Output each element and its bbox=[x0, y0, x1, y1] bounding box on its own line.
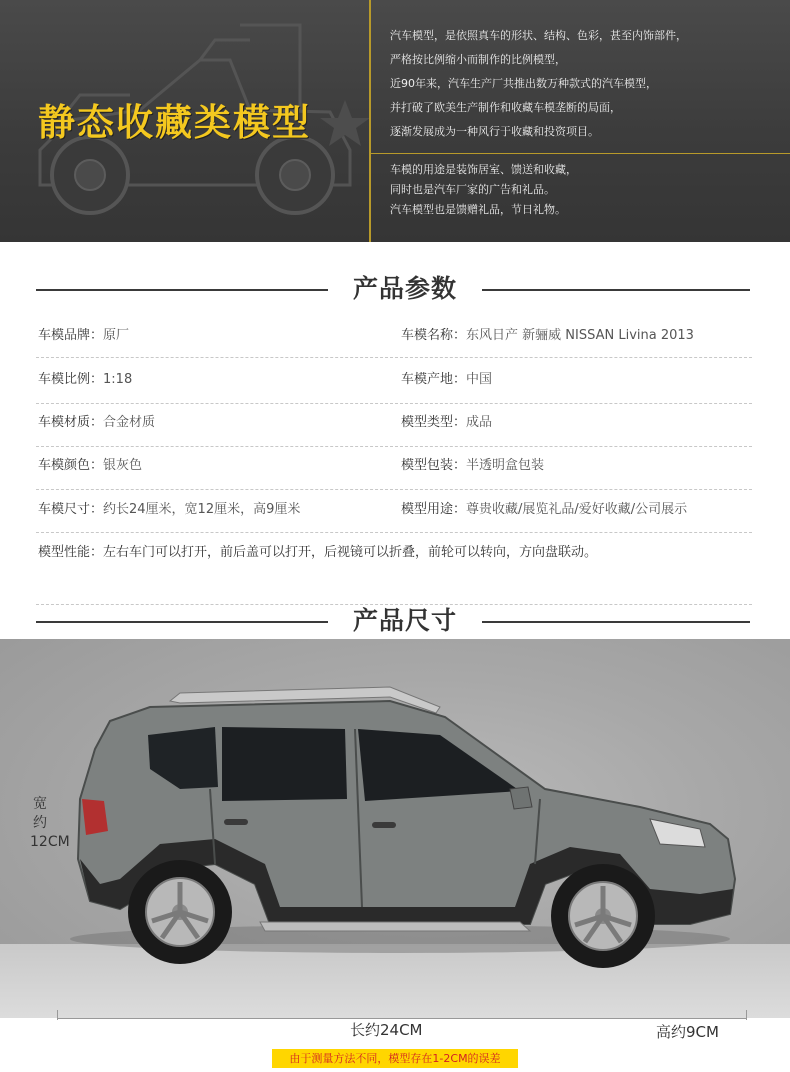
divider-horizontal bbox=[369, 153, 790, 154]
divider-vertical bbox=[369, 0, 371, 242]
param-key: 车模颜色： bbox=[38, 458, 104, 473]
param-value: 中国 bbox=[466, 372, 493, 387]
param-key: 模型用途： bbox=[401, 502, 467, 517]
product-photo bbox=[0, 639, 790, 1018]
param-key: 模型类型： bbox=[401, 415, 467, 430]
door-handle bbox=[224, 819, 248, 825]
intro-line: 近90年来，汽车生产厂共推出数万种款式的汽车模型， bbox=[390, 77, 657, 90]
size-section-title: 产品尺寸 bbox=[352, 606, 457, 635]
param-name bbox=[401, 324, 694, 343]
front-wheel bbox=[551, 864, 655, 968]
param-size bbox=[38, 498, 300, 517]
intro-paragraph bbox=[390, 24, 782, 144]
intro-line: 逐渐发展成为一种风行于收藏和投资项目。 bbox=[390, 125, 599, 138]
param-value: 左右车门可以打开，前后盖可以打开，后视镜可以折叠，前轮可以转向，方向盘联动。 bbox=[103, 545, 598, 560]
usage-paragraph bbox=[390, 160, 782, 220]
measure-tick bbox=[746, 1010, 747, 1020]
row-divider bbox=[36, 489, 752, 490]
rear-door-window bbox=[222, 727, 347, 801]
usage-line: 同时也是汽车厂家的广告和礼品。 bbox=[390, 183, 555, 196]
param-type bbox=[401, 411, 492, 430]
door-handle bbox=[372, 822, 396, 828]
param-key: 车模尺寸： bbox=[38, 502, 104, 517]
tail-light bbox=[82, 799, 108, 835]
side-mirror bbox=[510, 787, 532, 809]
side-step bbox=[260, 922, 530, 931]
intro-line: 并打破了欧美生产制作和收藏车模垄断的局面， bbox=[390, 101, 621, 114]
measurement-note: 由于测量方法不同，模型存在1-2CM的误差 bbox=[272, 1049, 518, 1068]
header-rule-right bbox=[482, 289, 750, 291]
row-divider bbox=[36, 446, 752, 447]
param-value: 合金材质 bbox=[103, 415, 156, 430]
param-material bbox=[38, 411, 155, 430]
param-performance bbox=[38, 541, 597, 560]
params-section-title: 产品参数 bbox=[352, 274, 457, 303]
param-key: 车模材质： bbox=[38, 415, 104, 430]
header-rule-left bbox=[36, 621, 328, 623]
param-key: 车模比例： bbox=[38, 372, 104, 387]
intro-line: 严格按比例缩小而制作的比例模型， bbox=[390, 53, 566, 66]
param-key: 模型性能： bbox=[38, 545, 104, 560]
width-dimension-label: 宽约12CM bbox=[30, 796, 70, 850]
param-value: 原厂 bbox=[103, 328, 130, 343]
height-dimension-label: 高约9CM bbox=[656, 1023, 719, 1041]
param-value: 尊贵收藏/展览礼品/爱好收藏/公司展示 bbox=[466, 502, 688, 517]
param-brand bbox=[38, 324, 129, 343]
row-divider bbox=[36, 403, 752, 404]
param-origin bbox=[401, 368, 492, 387]
param-value: 成品 bbox=[466, 415, 493, 430]
param-value: 约长24厘米，宽12厘米，高9厘米 bbox=[103, 502, 301, 517]
param-value: 银灰色 bbox=[103, 458, 143, 473]
param-scale bbox=[38, 368, 132, 387]
car-model-illustration bbox=[0, 639, 790, 1018]
param-key: 车模产地： bbox=[401, 372, 467, 387]
row-divider bbox=[36, 357, 752, 358]
params-section-header bbox=[36, 269, 750, 309]
row-divider bbox=[36, 532, 752, 533]
param-value: 半透明盒包装 bbox=[466, 458, 545, 473]
header-rule-right bbox=[482, 621, 750, 623]
length-dimension-label: 长约24CM bbox=[350, 1021, 423, 1039]
usage-line: 汽车模型也是馈赠礼品，节日礼物。 bbox=[390, 203, 566, 216]
rear-wheel bbox=[128, 860, 232, 964]
measure-tick bbox=[57, 1010, 58, 1020]
param-color bbox=[38, 454, 142, 473]
size-section-header bbox=[36, 601, 750, 641]
param-value: 东风日产 新骊威 NISSAN Livina 2013 bbox=[466, 328, 694, 343]
param-value: 1:18 bbox=[103, 372, 133, 387]
param-key: 车模品牌： bbox=[38, 328, 104, 343]
param-key: 车模名称： bbox=[401, 328, 467, 343]
param-package bbox=[401, 454, 544, 473]
banner bbox=[0, 0, 790, 242]
param-key: 模型包装： bbox=[401, 458, 467, 473]
param-usage bbox=[401, 498, 687, 517]
header-rule-left bbox=[36, 289, 328, 291]
banner-title: 静态收藏类模型 bbox=[38, 100, 311, 144]
usage-line: 车模的用途是装饰居室、馈送和收藏， bbox=[390, 163, 577, 176]
intro-line: 汽车模型，是依照真车的形状、结构、色彩，甚至内饰部件， bbox=[390, 29, 687, 42]
